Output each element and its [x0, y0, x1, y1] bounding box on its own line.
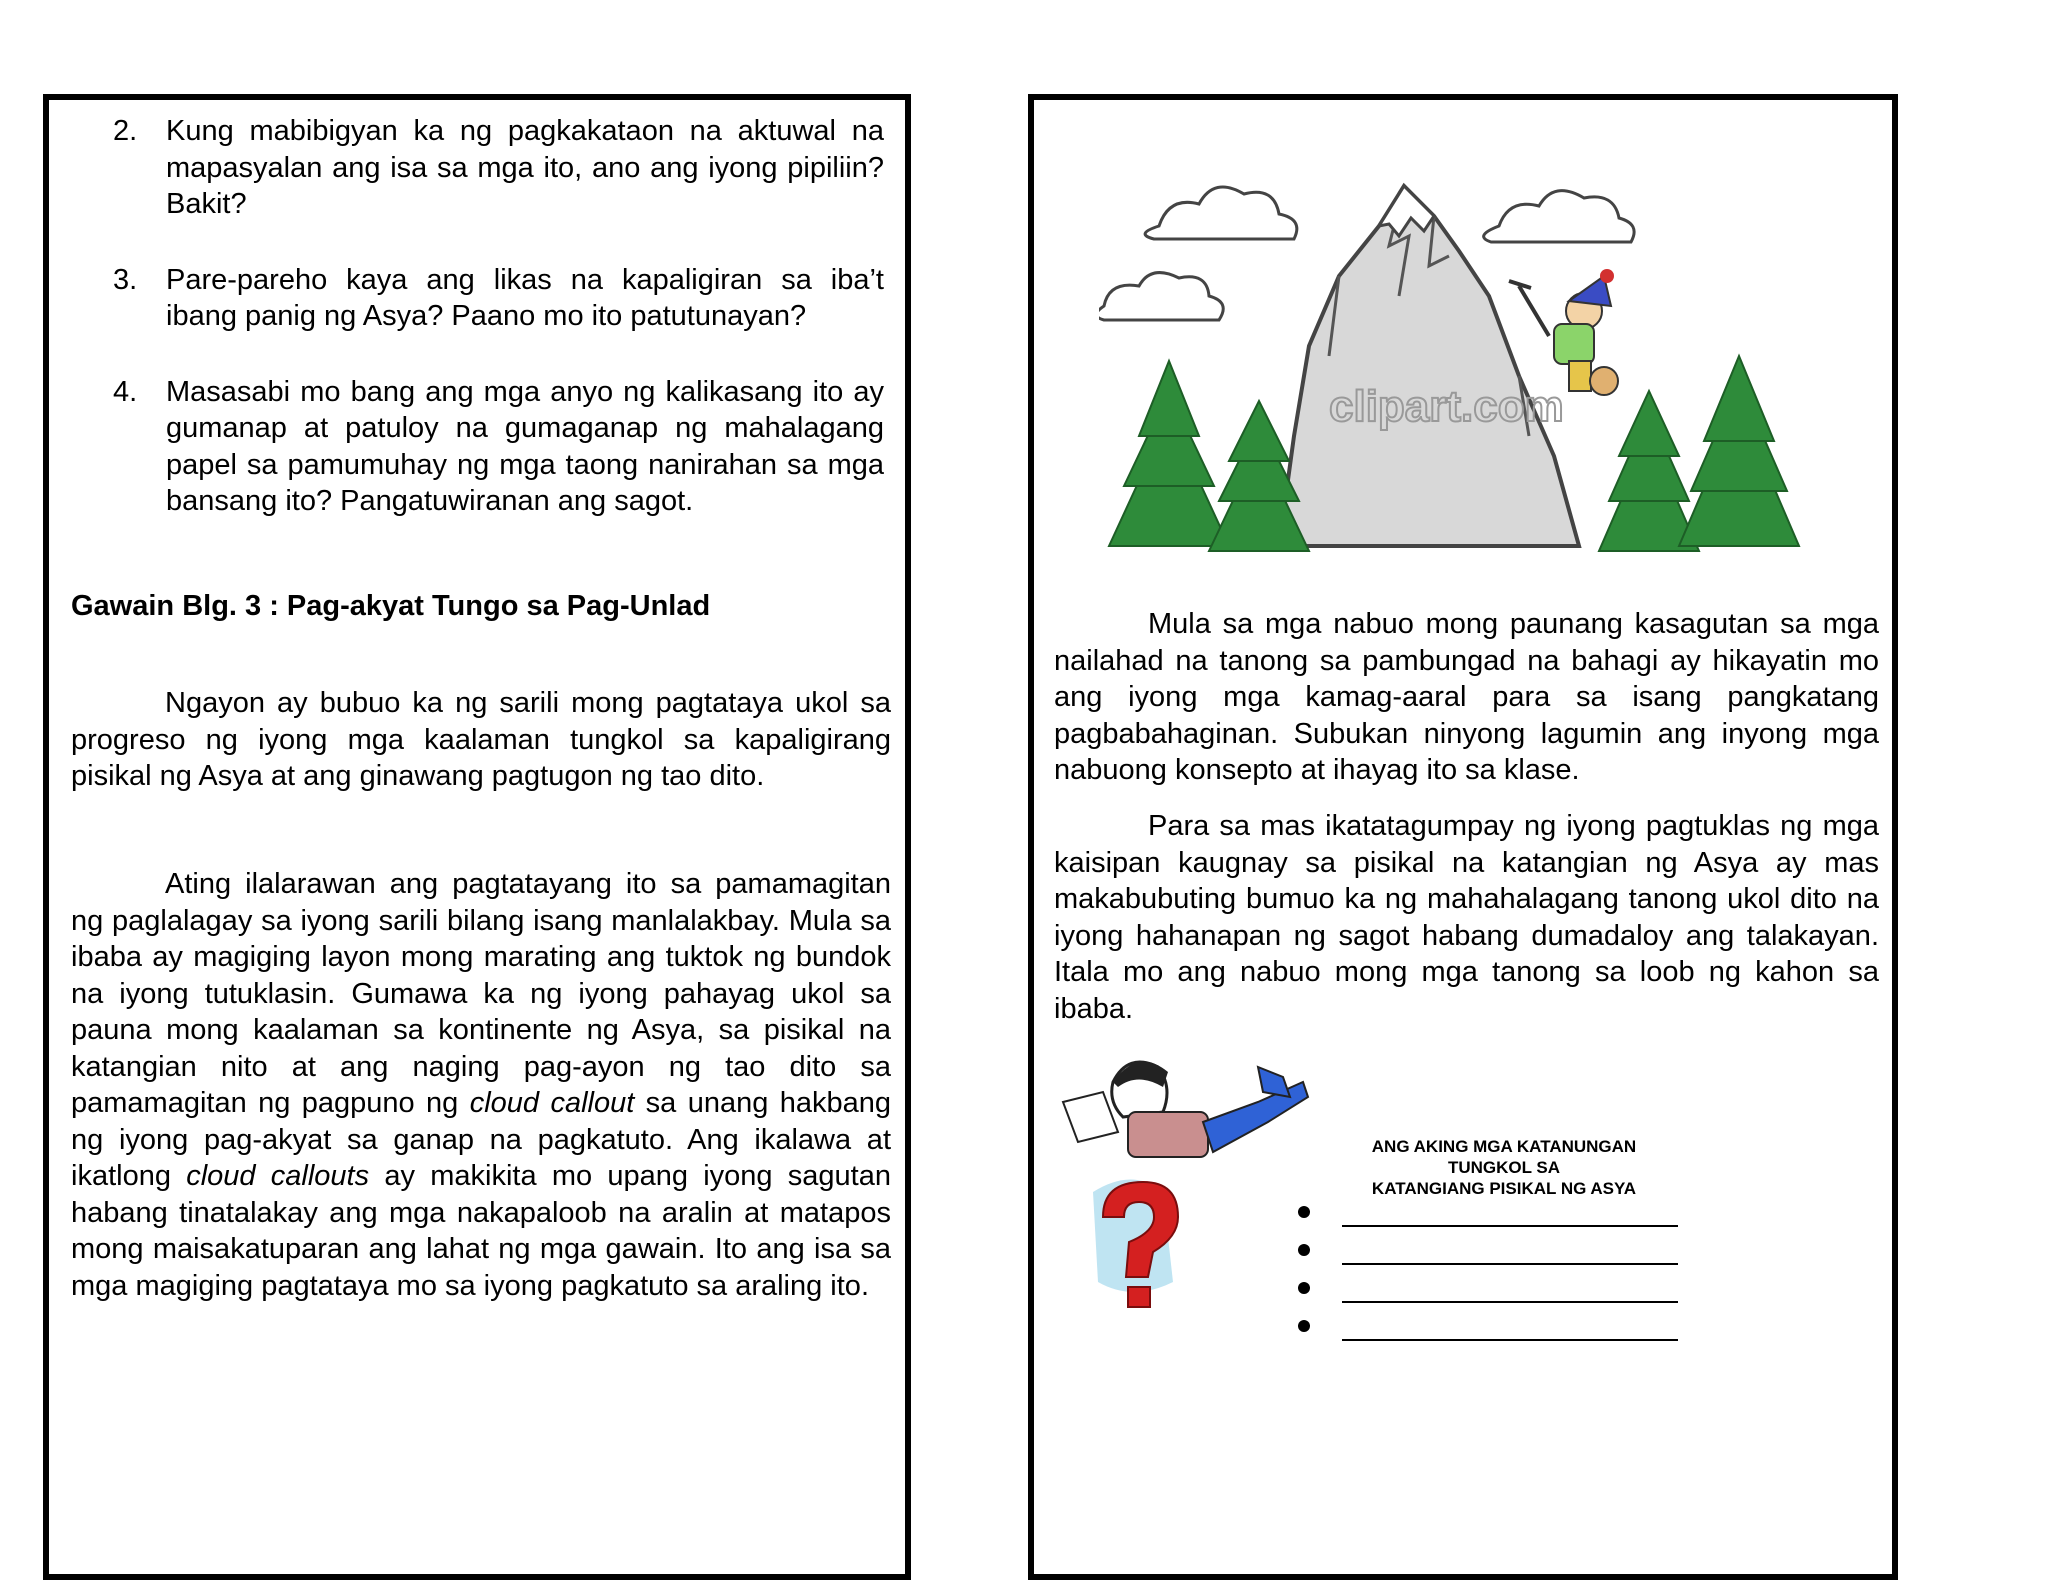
questions-box-title-line1: ANG AKING MGA KATANUNGAN TUNGKOL SA [1371, 1137, 1637, 1177]
instructions-paragraph [71, 866, 891, 1304]
bullet-icon [1298, 1282, 1310, 1294]
question-item [111, 113, 884, 223]
questions-box-title [1334, 1136, 1674, 1199]
student-reading-illustration [1058, 1042, 1318, 1312]
activity-heading: Gawain Blg. 3 : Pag-akyat Tungo sa Pag-Unlad [71, 590, 711, 622]
answer-blank-item [1298, 1200, 1678, 1238]
question-number: 4. [113, 375, 138, 408]
questions-box-title-line2: KATANGIANG PISIKAL NG ASYA [1371, 1179, 1637, 1198]
sharing-paragraph-text: Mula sa mga nabuo mong paunang kasagutan sa mga nailahad na tanong sa pambungad na bahagi ay hikayatin mo ang iyong mga kamag-aaral para sa isang pangkatang pagbabahaginan. Subukan ninyong lagumin ang inyong mga nabuong konsepto at ihayag ito sa klase. [1054, 608, 1879, 786]
student-icon [1063, 1062, 1308, 1157]
intro-paragraph [71, 685, 891, 795]
question-mark-icon [1093, 1180, 1178, 1308]
answer-blank-line[interactable] [1342, 1339, 1678, 1341]
question-text: Masasabi mo bang ang mga anyo ng kalikasang ito ay gumanap at patuloy na gumaganap ng mahalagang papel sa pamumuhay ng mga taong nanirahan sa mga bansang ito? Pangatuwiranan ang sagot. [166, 375, 884, 517]
answer-blank-item [1298, 1238, 1678, 1276]
answer-blank-item [1298, 1276, 1678, 1314]
question-text: Kung mabibigyan ka ng pagkakataon na aktuwal na mapasyalan ang isa sa mga ito, ano ang iyong pipiliin? Bakit? [166, 115, 884, 220]
bullet-icon [1298, 1244, 1310, 1256]
right-page [1028, 94, 1898, 1580]
question-item [111, 374, 884, 520]
watermark-text: clipart.com [1329, 382, 1564, 431]
answer-blank-item [1298, 1314, 1678, 1352]
cloud-callouts-term: cloud callouts [186, 1160, 370, 1192]
cloud-callout-term: cloud callout [469, 1087, 635, 1119]
questions-paragraph-text: Para sa mas ikatatagumpay ng iyong pagtuklas ng mga kaisipan kaugnay sa pisikal na katangian ng Asya ay mas makabubuting bumuo ka ng mahahalagang tanong ukol dito na iyong hahanapan ng sagot habang dumadaloy ang talakayan. Itala mo ang nabuo mong mga tanong sa loob ng kahon sa ibaba. [1054, 810, 1879, 1025]
question-item [111, 262, 884, 335]
instructions-text-1: Ating ilalarawan ang pagtatayang ito sa pamamagitan ng paglalagay sa iyong sarili bilang isang manlalakbay. Mula sa ibaba ay magiging layon mong marating ang tuktok ng bundok na iyong tutuklasin. Gumawa ka ng iyong pahayag ukol sa pauna mong kaalaman sa kontinente ng Asya, sa pisikal na katangian nito at ang naging pag-ayon ng tao dito sa pamamagitan ng pagpuno ng [71, 868, 891, 1119]
question-text: Pare-pareho kaya ang likas na kapaligiran sa iba’t ibang panig ng Asya? Paano mo ito patutunayan? [166, 263, 884, 332]
instructions-text-3: ay makikita mo upang iyong sagutan habang tinatalakay ang mga nakapaloob na aralin at matapos mong maisakatuparan ang lahat ng mga gawain. Ito ang isa sa mga magiging pagtataya mo sa iyong pagkatuto sa araling ito. [71, 1160, 891, 1302]
answer-blank-list [1298, 1200, 1678, 1352]
intro-paragraph-text: Ngayon ay bubuo ka ng sarili mong pagtataya ukol sa progreso ng iyong mga kaalaman tungkol sa kapaligirang pisikal ng Asya at ang ginawang pagtugon ng tao dito. [71, 687, 891, 792]
sharing-paragraph [1054, 606, 1879, 789]
answer-blank-line[interactable] [1342, 1225, 1678, 1227]
answer-blank-line[interactable] [1342, 1301, 1678, 1303]
questions-paragraph [1054, 808, 1879, 1027]
bullet-icon [1298, 1206, 1310, 1218]
question-number: 3. [113, 263, 138, 296]
left-page [43, 94, 911, 1580]
question-list [111, 113, 884, 559]
instructions-text-2: sa unang hakbang ng iyong pag-akyat sa ganap na pagkatuto. Ang ikalawa at ikatlong [71, 1087, 892, 1192]
climber-icon [1509, 269, 1618, 395]
answer-blank-line[interactable] [1342, 1263, 1678, 1265]
mountain-climber-illustration [1099, 156, 1814, 556]
bullet-icon [1298, 1320, 1310, 1332]
question-number: 2. [113, 115, 138, 147]
